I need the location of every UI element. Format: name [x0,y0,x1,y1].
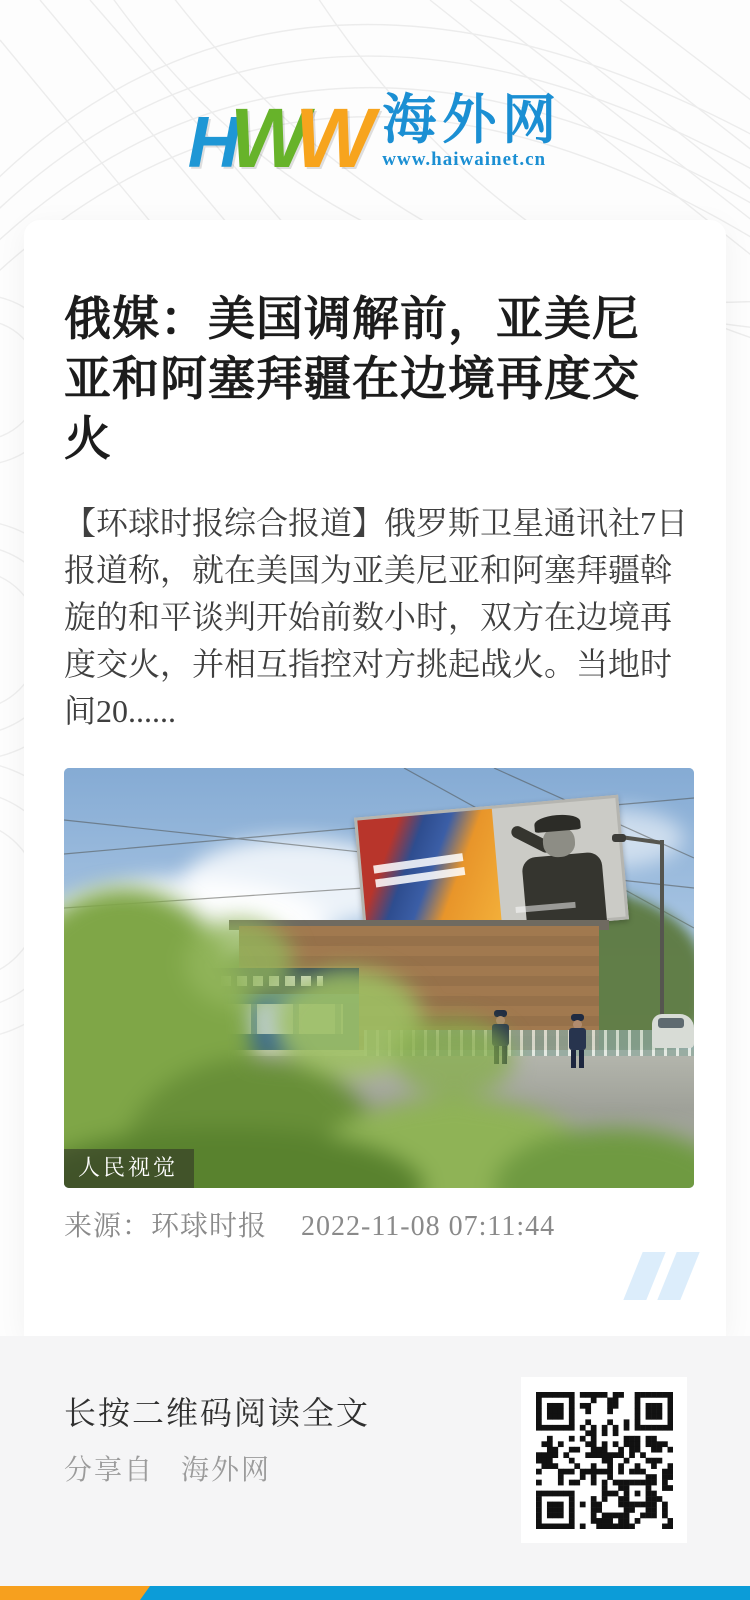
article-excerpt: 【环球时报综合报道】俄罗斯卫星通讯社7日报道称，就在美国为亚美尼亚和阿塞拜疆斡旋的和平谈判开始前数小时，双方在边境再度交火，并相互指控对方挑起战火。当地时间20...... [64,505,689,729]
bottom-accent-bar [0,1586,750,1600]
site-url: www.haiwainet.cn [382,149,547,170]
share-from-text [64,1448,370,1488]
article-title: 俄媒：美国调解前，亚美尼亚和阿塞拜疆在边境再度交火 [64,294,640,466]
article-source: 来源：环球时报 [64,1211,268,1242]
logo-letter-h: H [187,102,234,183]
logo-letter-w2: W [295,91,369,186]
photo-foreground-foliage [64,768,694,1188]
article-meta [64,1204,686,1244]
qr-code[interactable] [521,1377,687,1543]
haiwainet-logo [187,90,563,186]
article-timestamp: 2022-11-08 07:11:44 [301,1211,556,1242]
share-prefix: 分享自 [64,1455,155,1486]
site-name: 海外网 [382,90,563,150]
photo-caption: 人民视觉 [64,1149,194,1188]
article-card [24,220,726,1336]
quote-slash [657,1252,699,1300]
quote-marks-decoration [633,1252,690,1300]
article-photo [64,768,694,1188]
share-source: 海外网 [181,1455,272,1486]
foliage-blob [184,918,294,1008]
hww-logo-letters [187,91,369,186]
qr-hint-text: 长按二维码阅读全文 [64,1395,371,1431]
logo-text-block [382,90,563,173]
logo-letter-w1: W [229,91,303,186]
qr-code-svg [536,1392,673,1529]
share-footer [0,1336,750,1586]
site-header [0,88,750,186]
footer-text-block [64,1388,370,1586]
foliage-blob [394,1018,514,1098]
